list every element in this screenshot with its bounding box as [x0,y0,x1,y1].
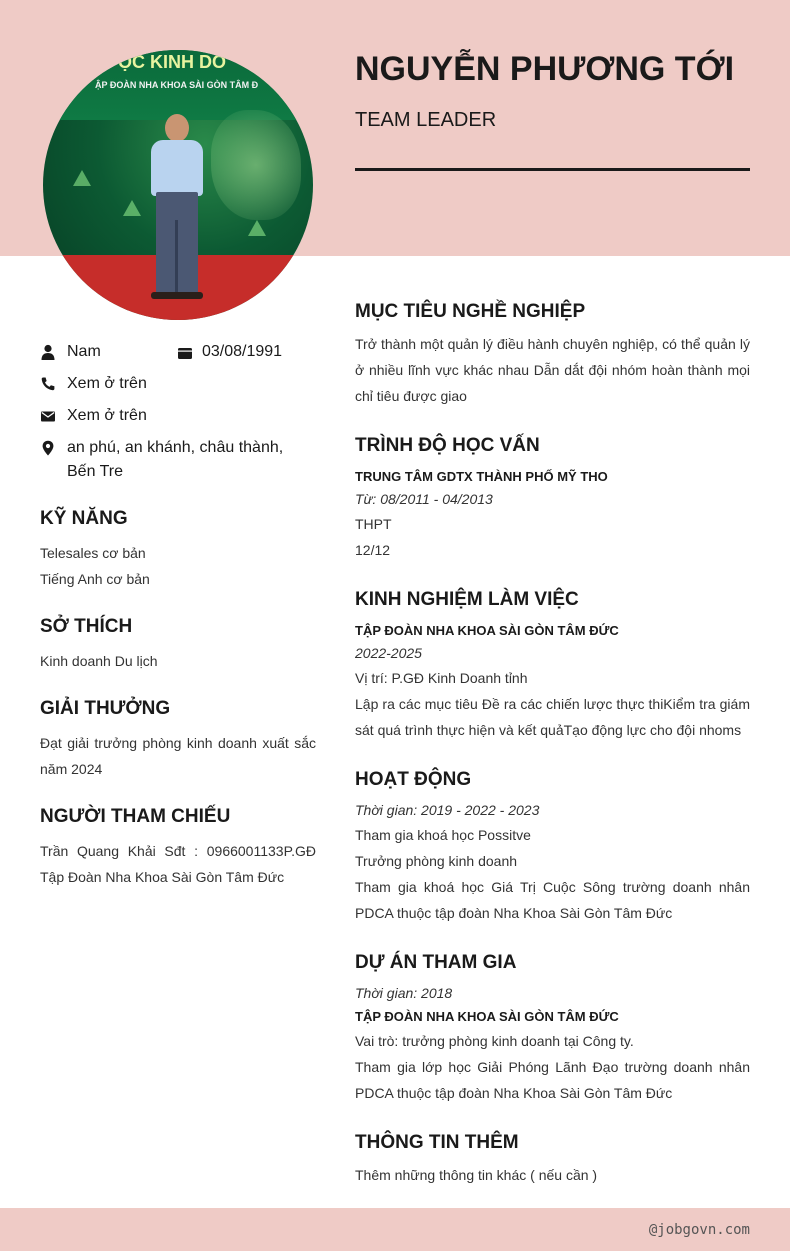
education-school: TRUNG TÂM GDTX THÀNH PHỐ MỸ THO [355,469,608,484]
photo-arrow-graphic [123,200,141,216]
activity-line: Tham gia khoá học Possitve [355,827,531,843]
awards-title: GIẢI THƯỞNG [40,698,171,719]
birthday-value: 03/08/1991 [202,343,283,360]
education-period: Từ: 08/2011 - 04/2013 [355,491,493,507]
location-pin-icon [40,440,56,456]
projects-period: Thời gian: 2018 [355,985,453,1001]
gender-birthday-row [40,340,316,364]
experience-role: Vị trí: P.GĐ Kinh Doanh tỉnh [355,670,528,686]
skill-item: Tiếng Anh cơ bản [40,571,150,587]
objective-title: MỤC TIÊU NGHỀ NGHIỆP [355,301,586,322]
skills-title: KỸ NĂNG [40,508,128,529]
additional-title: THÔNG TIN THÊM [355,1132,519,1153]
hobbies-text: Kinh doanh Du lịch [40,653,158,669]
hobbies-title: SỞ THÍCH [40,616,133,637]
phone-icon [40,376,56,392]
experience-description: Lập ra các mục tiêu Đề ra các chiến lược thực thiKiểm tra giám sát quá trình thực hiện và kết quảTạo động lực cho đội nhoms [355,696,750,738]
profile-photo [43,50,313,320]
additional-section [355,1132,750,1188]
photo-arrow-graphic [73,170,91,186]
right-column [355,301,750,1214]
photo-person-shirt [151,140,203,196]
experience-section [355,589,750,743]
projects-description: Tham gia lớp học Giải Phóng Lãnh Đạo trường doanh nhân PDCA thuộc tập đoàn Nha Khoa Sài Gòn Tâm Đức [355,1059,750,1101]
objective-text: Trở thành một quản lý điều hành chuyên nghiệp, có thể quản lý ở nhiều lĩnh vực khác nhau Dẫn dắt đội nhóm hoàn thành mọi chỉ tiêu được giao [355,336,750,404]
education-major: THPT [355,516,392,532]
objective-section [355,301,750,409]
footer-watermark: @jobgovn.com [648,1222,750,1238]
user-icon [40,344,56,360]
references-title: NGƯỜI THAM CHIẾU [40,806,231,827]
mail-icon [40,408,56,424]
gender-item [40,340,101,364]
projects-org: TẬP ĐOÀN NHA KHOA SÀI GÒN TÂM ĐỨC [355,1009,619,1024]
activity-line: Trưởng phòng kinh doanh [355,853,518,869]
projects-title: DỰ ÁN THAM GIA [355,952,517,973]
photo-banner-line2: ẬP ĐOÀN NHA KHOA SÀI GÒN TÂM Đ [95,80,259,90]
photo-banner [43,50,313,120]
experience-title: KINH NGHIỆM LÀM VIỆC [355,589,579,610]
education-grade: 12/12 [355,542,391,558]
left-column [40,340,316,890]
calendar-icon [177,345,193,361]
projects-role: Vai trò: trưởng phòng kinh doanh tại Công ty. [355,1033,634,1049]
additional-text: Thêm những thông tin khác ( nếu cần ) [355,1167,598,1183]
references-text: Trần Quang Khải Sđt : 0966001133P.GĐ Tập Đoàn Nha Khoa Sài Gòn Tâm Đức [40,843,316,885]
photo-hand-graphic [211,110,301,220]
photo-banner-line1: ỌC KINH DO [118,52,226,72]
address-row [40,436,316,484]
phone-value[interactable]: Xem ở trên [67,375,147,392]
photo-person-legs [175,220,178,294]
activities-title: HOẠT ĐỘNG [355,769,472,790]
skill-item: Telesales cơ bản [40,545,146,561]
phone-row [40,372,316,396]
activities-section [355,769,750,926]
awards-text: Đạt giải trưởng phòng kinh doanh xuất sắc năm 2024 [40,735,316,777]
education-section [355,435,750,563]
header-divider [355,168,750,171]
experience-period: 2022-2025 [355,645,422,661]
email-row [40,404,316,428]
activity-line: Tham gia khoá học Giá Trị Cuộc Sông trường doanh nhân PDCA thuộc tập đoàn Nha Khoa Sài Gòn Tâm Đức [355,879,750,921]
photo-arrow-graphic [248,220,266,236]
photo-person-shoes [151,292,203,299]
email-value[interactable]: Xem ở trên [67,407,147,424]
candidate-name: NGUYỄN PHƯƠNG TỚI [355,50,735,88]
projects-section [355,952,750,1106]
education-title: TRÌNH ĐỘ HỌC VẤN [355,435,540,456]
experience-company: TẬP ĐOÀN NHA KHOA SÀI GÒN TÂM ĐỨC [355,623,619,638]
gender-value: Nam [67,343,101,360]
candidate-position: TEAM LEADER [355,109,497,131]
birthday-item [177,340,316,364]
activities-period: Thời gian: 2019 - 2022 - 2023 [355,802,540,818]
photo-person-head [165,114,189,142]
address-value: an phú, an khánh, châu thành, Bến Tre [67,439,284,480]
